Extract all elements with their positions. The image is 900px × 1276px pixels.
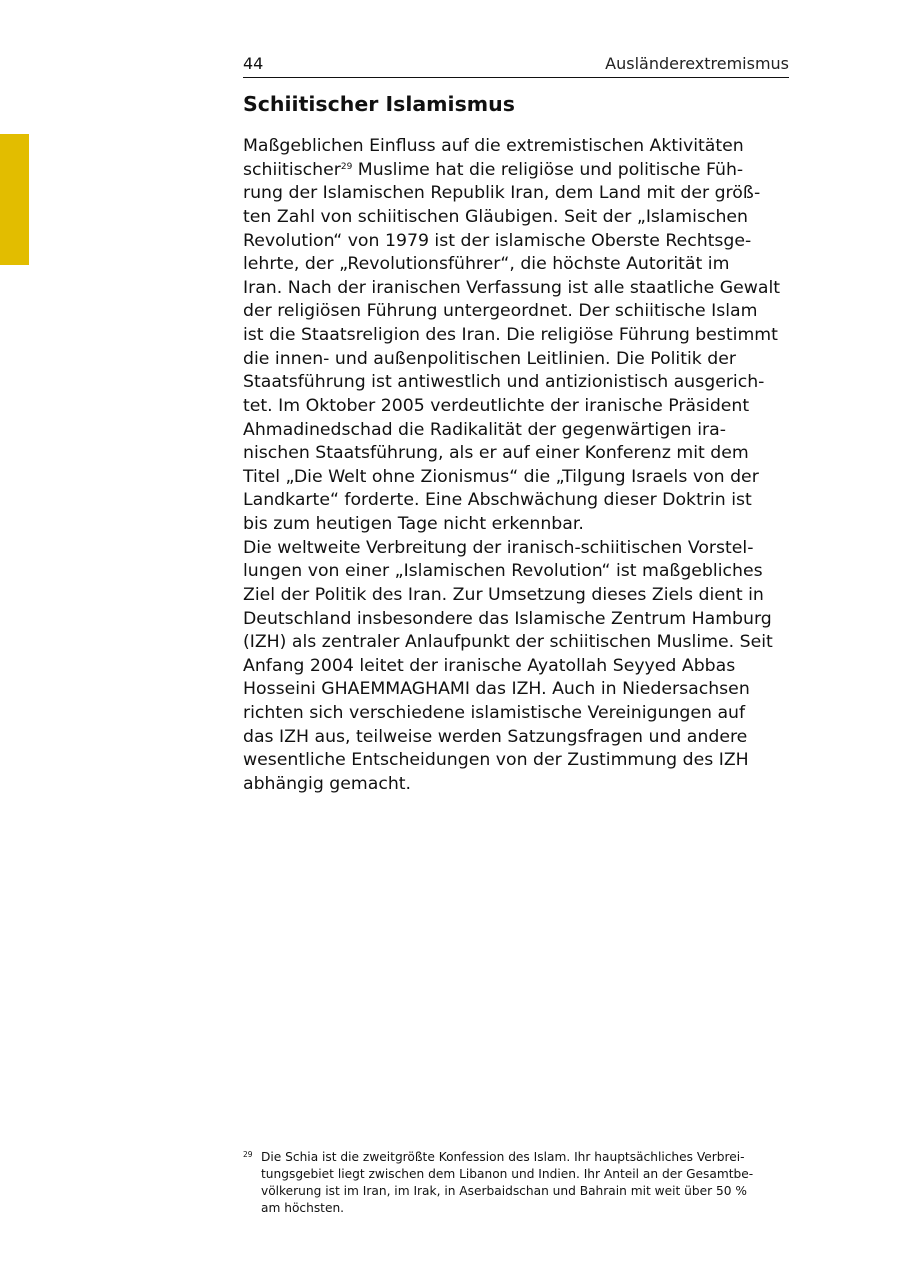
chapter-color-tab bbox=[0, 134, 29, 265]
text-line: rung der Islamischen Republik Iran, dem Land mit der größ- bbox=[243, 183, 761, 204]
text-line: (IZH) als zentraler Anlaufpunkt der schiitischen Muslime. Seit bbox=[243, 632, 773, 653]
text-line: Deutschland insbesondere das Islamische Zentrum Hamburg bbox=[243, 608, 772, 629]
footnote-line: am höchsten. bbox=[261, 1200, 345, 1215]
text-line-part: Muslime hat die religiöse und politische Füh- bbox=[352, 159, 744, 180]
text-line: Die weltweite Verbreitung der iranisch-schiitischen Vorstel- bbox=[243, 537, 754, 558]
footnote-line: tungsgebiet liegt zwischen dem Libanon und Indien. Ihr Anteil an der Gesamtbe- bbox=[261, 1166, 754, 1181]
text-line: Ahmadinedschad die Radikalität der gegenwärtigen ira- bbox=[243, 419, 726, 440]
text-line: ist die Staatsreligion des Iran. Die religiöse Führung bestimmt bbox=[243, 325, 778, 345]
text-line: lungen von einer „Islamischen Revolution“ ist maßgebliches bbox=[243, 561, 763, 582]
text-line: richten sich verschiedene islamistische Vereinigungen auf bbox=[243, 703, 746, 723]
text-line: ten Zahl von schiitischen Gläubigen. Seit der „Islamischen bbox=[243, 206, 748, 227]
page-header bbox=[243, 53, 789, 78]
text-line: Hosseini GHAEMMAGHAMI das IZH. Auch in Niedersachsen bbox=[243, 679, 750, 700]
footnote-marker: 29 bbox=[243, 1150, 253, 1159]
body-text bbox=[243, 135, 803, 797]
text-line: der religiösen Führung untergeordnet. Der schiitische Islam bbox=[243, 301, 758, 322]
text-line bbox=[243, 159, 803, 183]
footnote-reference: 29 bbox=[340, 161, 353, 172]
text-line: Landkarte“ forderte. Eine Abschwächung dieser Doktrin ist bbox=[243, 490, 752, 511]
text-line: Iran. Nach der iranischen Verfassung ist alle staatliche Gewalt bbox=[243, 277, 781, 298]
text-line: wesentliche Entscheidungen von der Zustimmung des IZH bbox=[243, 750, 749, 771]
page-number: 44 bbox=[243, 54, 264, 73]
footnote-line: Die Schia ist die zweitgrößte Konfession des Islam. Ihr hauptsächliches Verbrei- bbox=[261, 1150, 745, 1164]
footnote bbox=[243, 1149, 803, 1217]
section-title: Schiitischer Islamismus bbox=[243, 92, 515, 116]
text-line: Maßgeblichen Einfluss auf die extremistischen Aktivitäten bbox=[243, 136, 744, 156]
footnote-line: völkerung ist im Iran, im Irak, in Aserbaidschan und Bahrain mit weit über 50 % bbox=[261, 1183, 747, 1198]
footnote-text bbox=[261, 1149, 803, 1217]
text-line: nischen Staatsführung, als er auf einer Konferenz mit dem bbox=[243, 443, 749, 464]
text-line: die innen- und außenpolitischen Leitlinien. Die Politik der bbox=[243, 348, 737, 369]
text-line: lehrte, der „Revolutionsführer“, die höchste Autorität im bbox=[243, 254, 730, 275]
text-line: das IZH aus, teilweise werden Satzungsfragen und andere bbox=[243, 726, 748, 747]
text-line: Staatsführung ist antiwestlich und antizionistisch ausgerich- bbox=[243, 372, 765, 393]
text-line: abhängig gemacht. bbox=[243, 773, 412, 794]
text-line: Ziel der Politik des Iran. Zur Umsetzung dieses Ziels dient in bbox=[243, 584, 764, 605]
text-line: bis zum heutigen Tage nicht erkennbar. bbox=[243, 514, 584, 534]
text-line: tet. Im Oktober 2005 verdeutlichte der iranische Präsident bbox=[243, 395, 750, 416]
running-title: Ausländerextremismus bbox=[605, 54, 789, 73]
text-line: Anfang 2004 leitet der iranische Ayatollah Seyyed Abbas bbox=[243, 655, 736, 676]
text-line-part: schiitischer bbox=[243, 159, 341, 180]
text-line: Revolution“ von 1979 ist der islamische Oberste Rechtsge- bbox=[243, 230, 752, 251]
text-line: Titel „Die Welt ohne Zionismus“ die „Tilgung Israels von der bbox=[243, 466, 759, 487]
